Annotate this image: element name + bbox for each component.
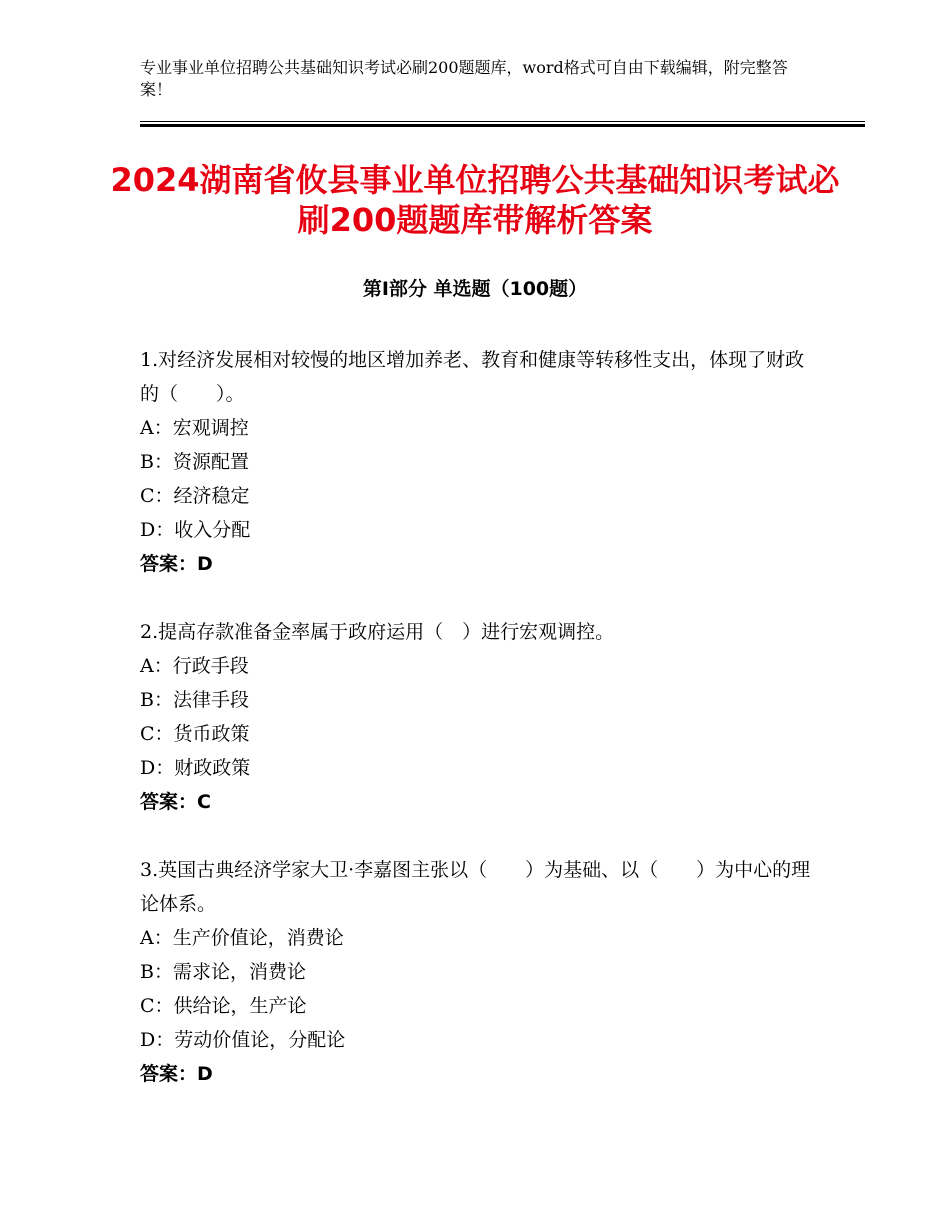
option-c: C：货币政策	[140, 723, 250, 745]
question-stem: 2.提高存款准备金率属于政府运用（ ）进行宏观调控。	[140, 621, 615, 643]
option-b: B：需求论，消费论	[140, 961, 306, 983]
question-3	[140, 853, 820, 1091]
option-b: B：资源配置	[140, 451, 249, 473]
header-note: 专业事业单位招聘公共基础知识考试必刷200题题库，word格式可自由下载编辑，附完整答案！	[140, 58, 788, 99]
option-a: A：生产价值论，消费论	[140, 927, 344, 949]
option-a: A：宏观调控	[140, 417, 249, 439]
header-rule-thick	[140, 124, 865, 127]
option-c: C：供给论，生产论	[140, 995, 307, 1017]
document-title: 2024湖南省攸县事业单位招聘公共基础知识考试必刷200题题库带解析答案	[110, 161, 840, 239]
question-stem: 1.对经济发展相对较慢的地区增加养老、教育和健康等转移性支出，体现了财政的（ ）。	[140, 349, 805, 405]
answer: 答案：D	[140, 1063, 213, 1085]
answer: 答案：D	[140, 553, 213, 575]
option-c: C：经济稳定	[140, 485, 250, 507]
option-d: D：财政政策	[140, 757, 251, 779]
option-a: A：行政手段	[140, 655, 249, 677]
option-b: B：法律手段	[140, 689, 249, 711]
option-d: D：收入分配	[140, 519, 251, 541]
question-1	[140, 343, 820, 581]
question-2	[140, 615, 820, 819]
section-title: 第Ⅰ部分 单选题（100题）	[362, 278, 588, 300]
header-rule-thin	[140, 121, 865, 122]
answer: 答案：C	[140, 791, 211, 813]
question-stem: 3.英国古典经济学家大卫·李嘉图主张以（ ）为基础、以（ ）为中心的理论体系。	[140, 859, 811, 915]
option-d: D：劳动价值论，分配论	[140, 1029, 346, 1051]
